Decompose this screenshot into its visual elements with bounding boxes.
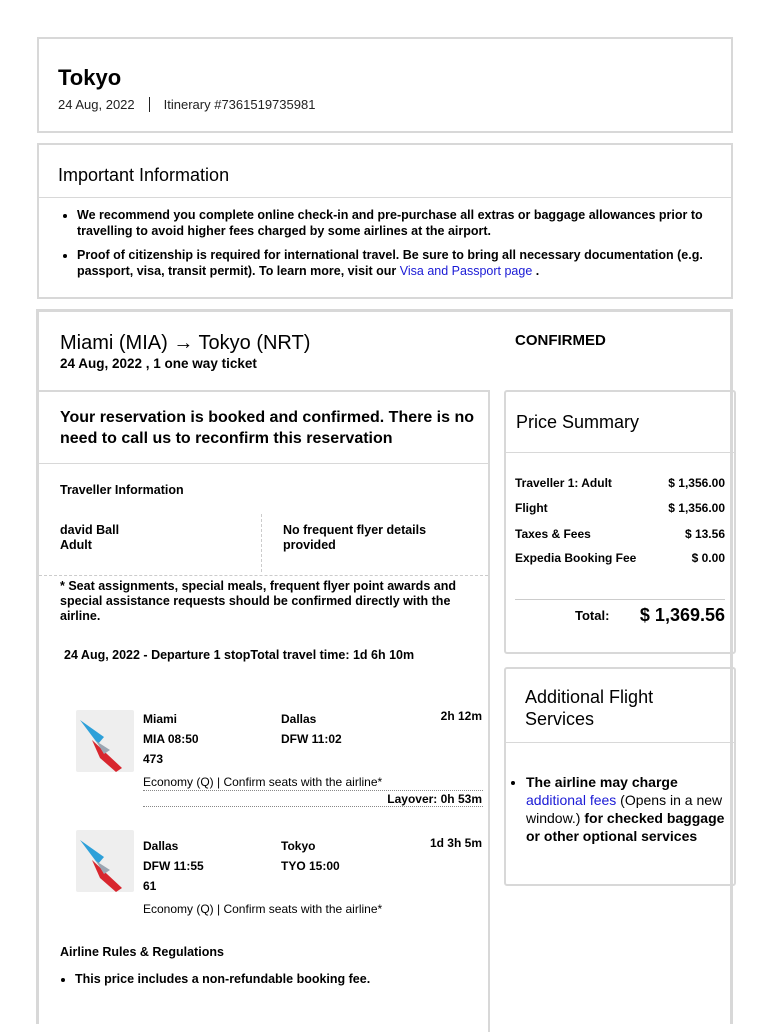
price-label: Traveller 1: Adult bbox=[515, 476, 612, 490]
origin-city: Dallas bbox=[143, 839, 179, 853]
divider bbox=[515, 599, 725, 600]
list-item bbox=[77, 247, 737, 279]
rules-list bbox=[55, 972, 370, 986]
list-item: • We recommend you complete online check-in and pre-purchase all extras or baggage allowances prior to travelling to avoid higher fees charged by some airlines at the airport. bbox=[77, 207, 737, 239]
airline-logo-icon bbox=[76, 830, 134, 892]
additional-fees-link[interactable]: additional fees bbox=[526, 792, 617, 808]
booking-details bbox=[39, 390, 490, 1032]
segment-origin bbox=[143, 836, 204, 896]
divider bbox=[143, 806, 483, 807]
traveller-heading: Traveller Information bbox=[60, 483, 184, 497]
additional-services-list bbox=[506, 773, 734, 845]
reservation-message: Your reservation is booked and confirmed. There is no need to call us to reconfirm this reservation bbox=[60, 409, 475, 447]
list-item-text: Proof of citizenship is required for international travel. Be sure to bring all necessary documentation (e.g. passport, visa, transit permit). To learn more, visit our bbox=[77, 248, 703, 278]
additional-services-title: Additional Flight Services bbox=[525, 687, 654, 729]
divider bbox=[149, 97, 150, 112]
traveller-type: Adult bbox=[60, 538, 92, 552]
list-item: • This price includes a non-refundable booking fee. bbox=[75, 972, 370, 986]
price-label: Flight bbox=[515, 501, 548, 515]
important-info-list bbox=[57, 207, 737, 287]
origin-city: Miami bbox=[143, 712, 178, 726]
total-value: $ 1,369.56 bbox=[639, 605, 725, 625]
price-value: $ 1,356.00 bbox=[668, 501, 725, 515]
cabin-info: Economy (Q) | Confirm seats with the airline* bbox=[143, 775, 383, 789]
divider bbox=[39, 197, 731, 198]
fees-note: (Opens in a new window.) bbox=[526, 792, 723, 826]
segment-destination bbox=[281, 836, 340, 876]
list-item bbox=[526, 773, 734, 845]
route-title: Miami (MIA) → Tokyo (NRT) bbox=[60, 332, 311, 354]
route-subtitle: 24 Aug, 2022 , 1 one way ticket bbox=[60, 356, 257, 371]
destination-code-time: TYO 15:00 bbox=[281, 859, 340, 873]
origin-code-time: DFW 11:55 bbox=[143, 859, 204, 873]
additional-services bbox=[504, 667, 736, 886]
departure-label: 24 Aug, 2022 - Departure 1 stop bbox=[64, 648, 251, 662]
page-title: Tokyo bbox=[58, 65, 122, 90]
segment-duration: 2h 12m bbox=[440, 709, 482, 723]
segment-origin bbox=[143, 709, 199, 769]
trip-date: 24 Aug, 2022 bbox=[58, 97, 135, 112]
list-item-end: . bbox=[532, 264, 540, 278]
divider bbox=[261, 514, 262, 572]
destination-city: Dallas bbox=[281, 712, 317, 726]
flight-number: 61 bbox=[143, 879, 157, 893]
departure-summary bbox=[64, 648, 414, 662]
fees-intro: The airline may charge bbox=[526, 774, 678, 790]
divider bbox=[39, 575, 488, 576]
divider bbox=[506, 452, 734, 453]
destination-code-time: DFW 11:02 bbox=[281, 732, 342, 746]
airline-logo-graphic bbox=[76, 830, 134, 892]
flight-number: 473 bbox=[143, 752, 164, 766]
frequent-flyer-info: No frequent flyer details provided bbox=[283, 523, 427, 552]
important-info-title: Important Information bbox=[58, 165, 230, 185]
important-information bbox=[37, 143, 733, 299]
price-value: $ 13.56 bbox=[684, 527, 725, 541]
origin-code-time: MIA 08:50 bbox=[143, 732, 199, 746]
segment-duration: 1d 3h 5m bbox=[429, 836, 482, 850]
price-summary-title: Price Summary bbox=[516, 412, 640, 432]
total-travel-time: Total travel time: 1d 6h 10m bbox=[250, 648, 415, 662]
price-label: Taxes & Fees bbox=[515, 527, 591, 541]
divider bbox=[506, 742, 734, 743]
layover-info: Layover: 0h 53m bbox=[387, 792, 482, 806]
airline-logo-icon bbox=[76, 710, 134, 772]
seat-note: * Seat assignments, special meals, frequent flyer point awards and special assistance requests should be confirmed directly with the airline. bbox=[60, 579, 456, 623]
price-value: $ 1,356.00 bbox=[668, 476, 725, 490]
cabin-info: Economy (Q) | Confirm seats with the airline* bbox=[143, 902, 383, 916]
divider bbox=[143, 790, 483, 791]
trip-header bbox=[37, 37, 733, 133]
destination-city: Tokyo bbox=[281, 839, 316, 853]
visa-passport-link[interactable]: Visa and Passport page bbox=[399, 264, 533, 278]
divider bbox=[39, 463, 488, 464]
trip-meta bbox=[58, 97, 315, 112]
rules-heading: Airline Rules & Regulations bbox=[60, 945, 224, 959]
price-summary bbox=[504, 390, 736, 654]
price-value: $ 0.00 bbox=[691, 551, 725, 565]
traveller-name: david Ball bbox=[60, 523, 120, 537]
fees-detail: for checked baggage or other optional services bbox=[526, 810, 725, 844]
booking-card bbox=[36, 309, 733, 1024]
price-label: Expedia Booking Fee bbox=[515, 551, 637, 565]
status-badge: CONFIRMED bbox=[515, 332, 606, 349]
airline-logo-graphic bbox=[76, 710, 134, 772]
traveller-details bbox=[60, 523, 119, 553]
total-label: Total: bbox=[575, 608, 610, 623]
segment-destination bbox=[281, 709, 342, 749]
itinerary-number: Itinerary #7361519735981 bbox=[163, 97, 316, 112]
